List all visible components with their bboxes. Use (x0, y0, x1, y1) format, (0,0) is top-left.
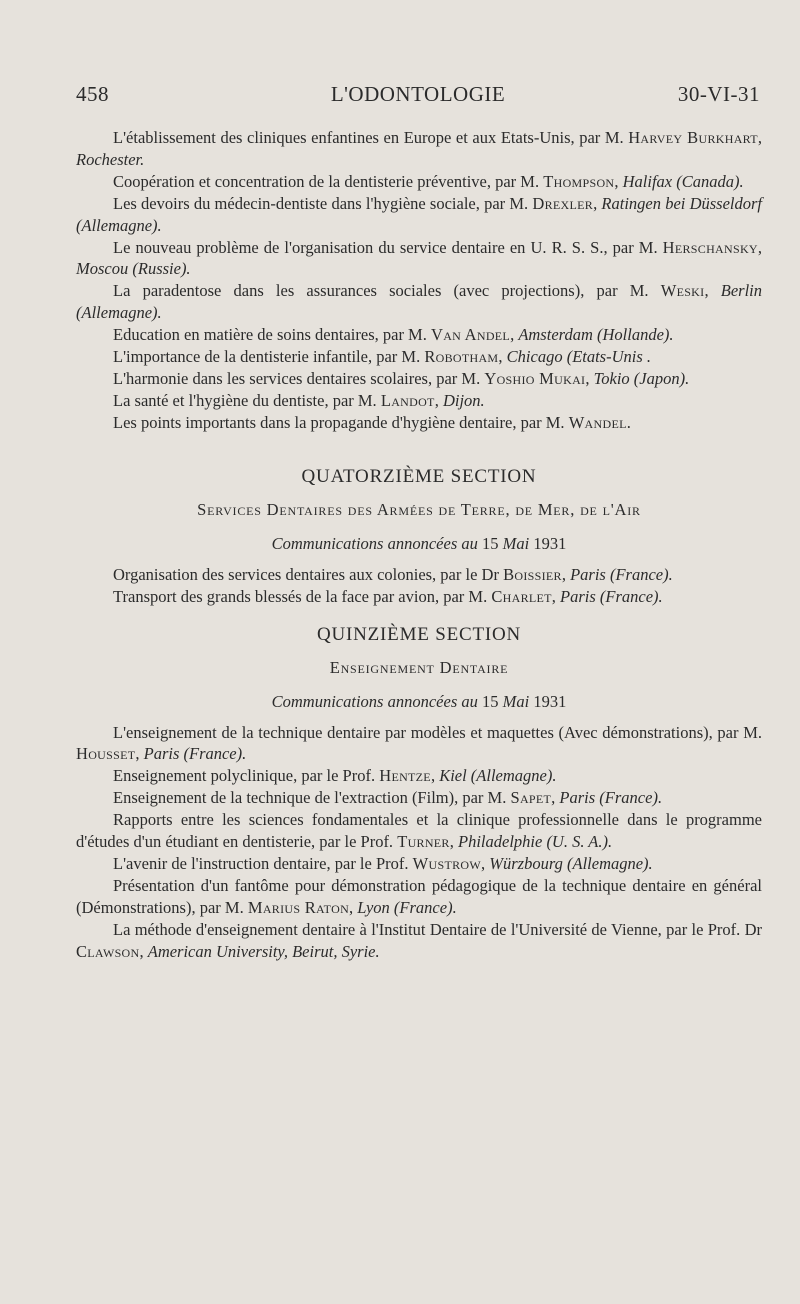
entry-text: Rapports entre les sciences fondamentales et la clinique professionnelle dans le programme d'études d'un étudiant en dentisterie, par le Prof. (76, 810, 762, 852)
entry-text: L'enseignement de la technique dentaire par modèles et maquettes (Avec démonstrations), par M. (113, 722, 762, 742)
communication-entry: L'avenir de l'instruction dentaire, par le Prof. Wustrow, Würzbourg (Allemagne). (113, 853, 653, 873)
section-14-list (76, 564, 762, 608)
entry-place: Halifax (Canada). (622, 171, 744, 191)
section-14-subtitle: Services Dentaires des Armées de Terre, de Mer, de l'Air (197, 499, 641, 519)
entry-place: Paris (France). (143, 744, 247, 764)
entry-author: Drexler (532, 193, 594, 213)
issue-date: 30-VI-31 (677, 82, 760, 106)
entry-text: Coopération et concentration de la dentisterie préventive, par M. (113, 171, 544, 191)
communication-entry: Organisation des services dentaires aux colonies, par le Dr Boissier, Paris (France). (113, 564, 673, 584)
communication-entry: L'importance de la dentisterie infantile, par M. Robotham, Chicago (Etats-Unis . (113, 347, 652, 367)
entry-text: La santé et l'hygiène du dentiste, par M. (113, 390, 381, 410)
communication-entry: Enseignement polyclinique, par le Prof. Hentze, Kiel (Allemagne). (113, 766, 557, 786)
entry-text: Enseignement polyclinique, par le Prof. (113, 766, 380, 786)
entry-text: Présentation d'un fantôme pour démonstration pédagogique de la technique dentaire en général (Démonstrations), par M. (76, 875, 762, 917)
communication-entry: Rapports entre les sciences fondamentales et la clinique professionnelle dans le programme d'études d'un étudiant en dentisterie, par le Prof. Turner, Philadelphie (U. S. A.). (76, 810, 762, 852)
entry-author: Thompson (543, 171, 615, 191)
entry-author: Clawson (76, 941, 140, 961)
entry-text: L'avenir de l'instruction dentaire, par le Prof. (113, 853, 413, 873)
entry-author: Boissier (503, 564, 562, 584)
entry-place: Paris (France). (570, 564, 673, 584)
communication-entry: Education en matière de soins dentaires, par M. Van Andel, Amsterdam (Hollande). (113, 325, 674, 345)
section-14-title: QUATORZIÈME SECTION (301, 465, 537, 487)
comm-label: Communications annoncées au (271, 533, 478, 553)
communication-entry: La santé et l'hygiène du dentiste, par M. Landot, Dijon. (113, 390, 485, 410)
communication-entry: La paradentose dans les assurances sociales (avec projections), par M. Weski, Berlin (Allemagne). (76, 281, 762, 323)
page-body (76, 127, 762, 962)
journal-title: L'ODONTOLOGIE (330, 82, 506, 106)
entry-place: Lyon (France). (357, 897, 457, 917)
communication-entry: Transport des grands blessés de la face par avion, par M. Charlet, Paris (France). (113, 586, 663, 606)
communication-entry (76, 412, 762, 434)
entry-place: Philadelphie (U. S. A.). (458, 832, 613, 852)
entry-place: Paris (France). (559, 788, 663, 808)
entry-text: La méthode d'enseignement dentaire à l'Institut Dentaire de l'Université de Vienne, par le Prof. Dr (113, 919, 762, 939)
communication-entry: Les devoirs du médecin-dentiste dans l'hygiène sociale, par M. Drexler, Ratingen bei Düsseldorf (Allemagne). (76, 193, 763, 235)
entry-text: L'harmonie dans les services dentaires scolaires, par M. (113, 368, 485, 388)
entry-place: Kiel (Allemagne). (439, 766, 557, 786)
entry-text: Les devoirs du médecin-dentiste dans l'hygiène sociale, par M. (113, 193, 533, 213)
entry-place: Ratingen bei Düsseldorf (Allemagne). (76, 193, 763, 235)
entry-author: Harvey Burkhart (628, 128, 758, 147)
entry-author: Sapet (510, 788, 552, 808)
entry-text: Les points importants dans la propagande d'hygiène dentaire, par M. (113, 412, 569, 432)
entry-place: Würzbourg (Allemagne). (489, 853, 653, 873)
entry-author: Marius Raton (247, 897, 350, 917)
entry-text: Transport des grands blessés de la face par avion, par M. (113, 586, 492, 606)
entry-place: American University, Beirut, Syrie. (147, 941, 380, 961)
entry-text: La paradentose dans les assurances sociales (avec projections), par M. (113, 281, 661, 301)
entry-place: Dijon. (442, 390, 485, 410)
section-14-communications-heading (76, 532, 762, 556)
communication-entry: L'établissement des cliniques enfantines en Europe et aux Etats-Unis, par M. Harvey Burkhart, Rochester. (76, 128, 762, 169)
running-header (76, 82, 760, 112)
communications-list (76, 127, 762, 434)
comm-year: 1931 (533, 533, 567, 553)
page-number: 458 (76, 82, 109, 106)
entry-place: Paris (France). (560, 586, 663, 606)
entry-author: Robotham (424, 347, 499, 367)
entry-author: Yoshio Mukai (484, 368, 586, 388)
comm-day: 15 (482, 691, 499, 711)
comm-month: Mai (502, 533, 530, 553)
section-15-title: QUINZIÈME SECTION (316, 623, 522, 645)
section-15-subtitle: Enseignement Dentaire (329, 657, 509, 677)
entry-place: Amsterdam (Hollande). (518, 325, 674, 345)
comm-year: 1931 (533, 691, 567, 711)
entry-place: Tokio (Japon). (593, 368, 690, 388)
comm-month: Mai (502, 691, 530, 711)
section-15-list (76, 722, 762, 963)
entry-text: Education en matière de soins dentaires, par M. (113, 325, 431, 345)
entry-author: Herschansky (662, 237, 758, 257)
entry-place: Moscou (Russie). (76, 259, 191, 279)
comm-label: Communications annoncées au (271, 691, 478, 711)
entry-text: L'établissement des cliniques enfantines en Europe et aux Etats-Unis, par M. (113, 128, 629, 147)
communication-entry: Le nouveau problème de l'organisation du service dentaire en U. R. S. S., par M. Herschansky, Moscou (Russie). (76, 237, 762, 279)
communication-entry: L'enseignement de la technique dentaire par modèles et maquettes (Avec démonstrations), par M. Housset, Paris (France). (76, 722, 762, 764)
entry-text: Enseignement de la technique de l'extraction (Film), par M. (113, 788, 511, 808)
entry-author: Hentze (379, 766, 431, 786)
entry-author: Van Andel (430, 325, 511, 345)
communication-entry: Coopération et concentration de la dentisterie préventive, par M. Thompson, Halifax (Canada). (113, 171, 744, 191)
entry-author: Wandel. (568, 412, 632, 432)
entry-place: Chicago (Etats-Unis . (506, 347, 652, 367)
communication-entry: Enseignement de la technique de l'extraction (Film), par M. Sapet, Paris (France). (113, 788, 663, 808)
communication-entry: Présentation d'un fantôme pour démonstration pédagogique de la technique dentaire en général (Démonstrations), par M. Marius Raton, Lyon (France). (76, 875, 762, 917)
entry-text: Le nouveau problème de l'organisation du service dentaire en U. R. S. S., par M. (113, 237, 663, 257)
entry-author: Housset (76, 744, 136, 764)
entry-text: L'importance de la dentisterie infantile, par M. (113, 347, 425, 367)
entry-author: Charlet (491, 586, 552, 606)
communication-entry: L'harmonie dans les services dentaires scolaires, par M. Yoshio Mukai, Tokio (Japon). (113, 368, 690, 388)
entry-author: Landot (380, 390, 435, 410)
entry-place: Berlin (Allemagne). (76, 281, 762, 323)
comm-day: 15 (482, 533, 499, 553)
entry-place: Rochester. (76, 149, 145, 169)
entry-author: Turner (397, 832, 450, 852)
communication-entry: La méthode d'enseignement dentaire à l'Institut Dentaire de l'Université de Vienne, par le Prof. Dr Clawson, American University, Beirut, Syrie. (76, 919, 762, 961)
entry-text: Organisation des services dentaires aux colonies, par le Dr (113, 564, 504, 584)
section-15-communications-heading (76, 690, 762, 714)
entry-author: Weski (660, 281, 705, 301)
entry-author: Wustrow (412, 853, 481, 873)
